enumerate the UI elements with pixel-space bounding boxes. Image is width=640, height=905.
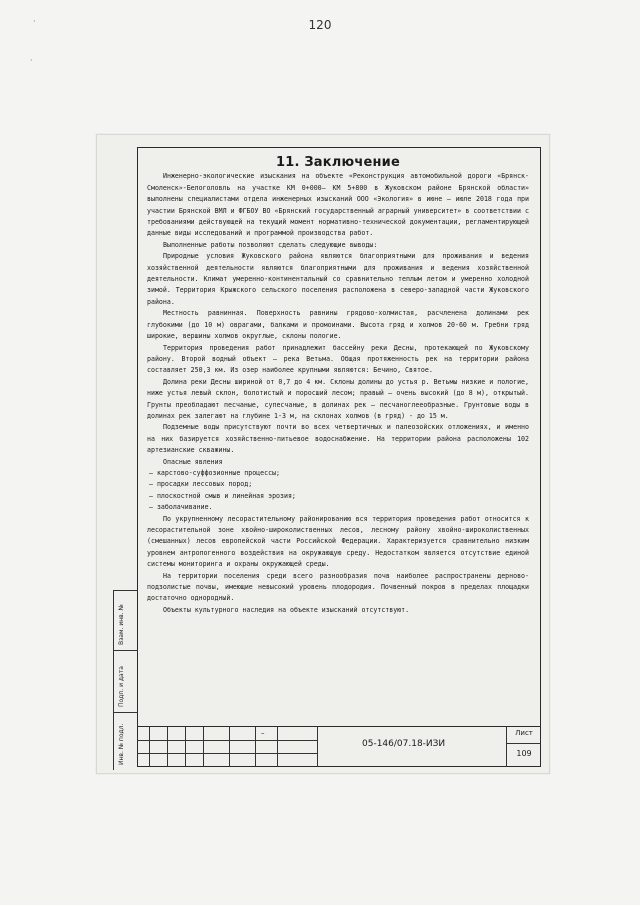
- side-cell-inventory: [114, 712, 138, 771]
- sheet-label: Лист: [515, 729, 533, 737]
- list-item: – просадки лессовых пород;: [149, 480, 253, 489]
- section-title: 11. Заключение: [276, 155, 400, 170]
- document-body: [147, 157, 529, 616]
- scanned-sheet: [96, 134, 550, 774]
- side-label-signature: Подп. и дата: [118, 666, 125, 707]
- paragraph-natural-conditions: Природные условия Жуковского района являются благоприятными для проживания и ведения хозяйственной деятельности являются благоприятными для проживания и ведения хозяйственной деятельности. Климат умеренно-континентальный со сравнительно теплым летом и умеренно холодной зимой. Территория Крыжского сельского поселения расположена в северо-западной части Жуковского района.: [147, 252, 529, 306]
- title-block-stamp: [137, 726, 541, 767]
- sheet-number: 109: [507, 743, 541, 758]
- scan-speck: ·: [30, 56, 33, 65]
- paragraph-hydrology: Территория проведения работ принадлежит бассейну реки Десны, протекающей по Жуковскому району. Второй водный объект – река Ветьма. Общая протяженность рек на территории района составляет 250,3 км. Из озер наиболее крупными являются: Бечино, Святое.: [147, 343, 529, 375]
- paragraph-heritage: Объекты культурного наследия на объекте изысканий отсутствуют.: [163, 605, 410, 614]
- stamp-dash: –: [261, 729, 265, 737]
- side-stamp-table: [113, 590, 138, 770]
- paragraph-desna-valley: Долина реки Десны шириной от 0,7 до 4 км. Склоны долины до устья р. Ветьмы низкие и пологие, ниже устья левый склон, болотистый и поросший лесом; правый – очень высокий (до 8 м), открытый. Грунты преобладают песчаные, супесчаные, в долинах рек – песчаноглееобразные. Грунтовые воды в долинах рек залегают на глубине 1-3 м, на склонах холмов (в гряд) - до 15 м.: [147, 377, 529, 420]
- paragraph-groundwater: Подземные воды присутствуют почти во всех четвертичных и палеозойских отложениях, и именно на них базируется хозяйственно-питьевое водоснабжение. На территории района расположены 102 артезианские скважины.: [147, 423, 529, 455]
- paragraph-soils: На территории поселения среди всего разнообразия почв наиболее распространены дерново-подзолистые почвы, имеющие невысокий уровень плодородия. Почвенный покров в пределах площадки достаточно однородный.: [147, 571, 529, 603]
- page-number: 120: [308, 18, 332, 32]
- paragraph-forestry: По укрупненному лесорастительному районированию вся территория проведения работ относится к лесорастительной зоне хвойно-широколиственных лесов, лесному району хвойно-широколиственных (смешанных) лесов европейской части Российской Федерации. Характеризуется сравнительно низким уровнем антропогенного воздействия на окружающую среду. Недостатком является отсутствие единой системы мониторинга и охраны окружающей среды.: [147, 514, 529, 569]
- scan-speck: ·: [33, 17, 36, 26]
- list-item: – карстово-суффозионные процессы;: [149, 468, 281, 477]
- list-item: – заболачивание.: [149, 503, 213, 512]
- side-cell-signature: [114, 650, 138, 713]
- side-label-replacement: Взам. инв. №: [118, 604, 125, 645]
- paragraph-conclusions-lead: Выполненные работы позволяют сделать следующие выводы:: [163, 240, 378, 249]
- sheet-box: [506, 727, 541, 767]
- hazards-list: [147, 468, 529, 514]
- paragraph-intro: Инженерно-экологические изыскания на объекте «Реконструкция автомобильной дороги «Брянск-Смоленск»-Белоголовль на участке КМ 0+000– КМ 5+800 в Жуковском районе Брянской области» выполнены специалистами отдела инженерных изысканий ООО «Экология» в июне – июле 2018 года при участии Брянской ВМЛ и ФГБОУ ВО «Брянский государственный аграрный университет» в соответствии с требованиями действующей на текущий момент нормативно-технической документации, регламентирующей данные виды исследований и программой производства работ.: [147, 172, 529, 238]
- paragraph-hazards-heading: Опасные явления: [163, 457, 223, 466]
- side-cell-replacement: [114, 590, 138, 651]
- list-item: – плоскостной смыв и линейная эрозия;: [149, 491, 296, 500]
- paragraph-terrain: Местность равнинная. Поверхность равнины грядово-холмистая, расчленена долинами рек глубокими (до 10 м) оврагами, балками и промоинами. Высота гряд и холмов 20-60 м. Гребни гряд широкие, вершины холмов округлые, склоны пологие.: [147, 309, 529, 341]
- side-label-inventory: Инв. № подл.: [118, 723, 125, 765]
- stamp-grid: [137, 727, 317, 767]
- document-code: 05-146/07.18-ИЗИ: [362, 739, 446, 749]
